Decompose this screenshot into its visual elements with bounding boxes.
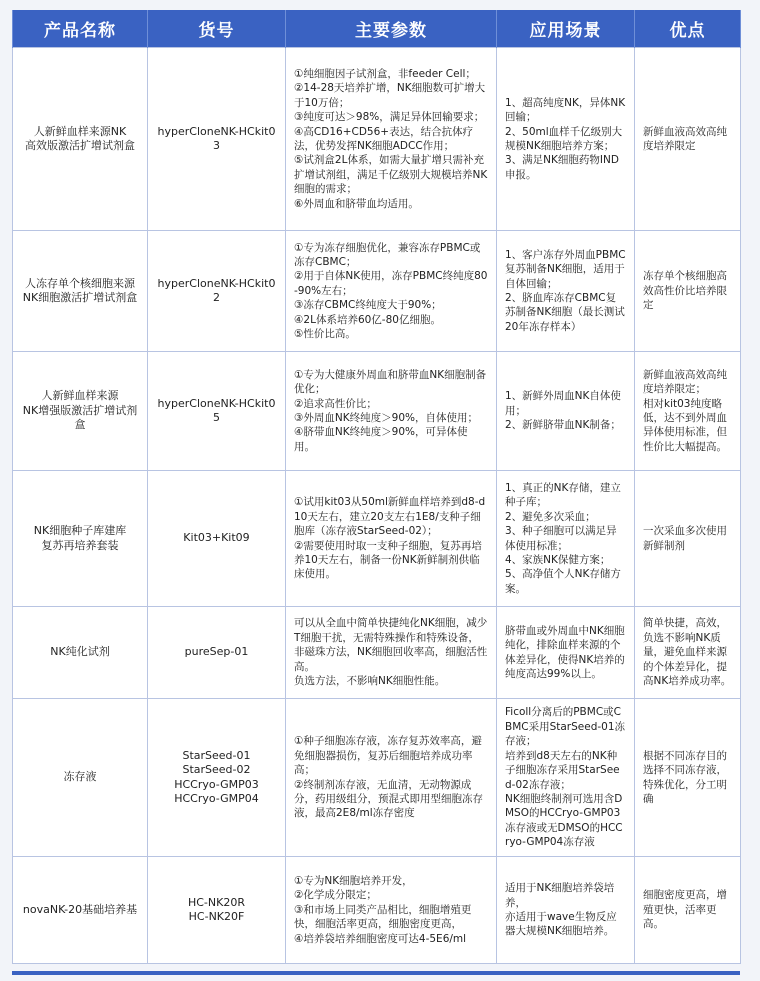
- product-code-cell: [148, 607, 286, 699]
- table-body: [13, 48, 741, 964]
- table-row: [13, 857, 741, 964]
- product-name-cell: [13, 231, 148, 352]
- cell-text-line: 适用于NK细胞培养袋培养，: [505, 882, 615, 909]
- cell-text-line: 相对kit03纯度略低，达不到外周血异体使用标准，但性价比大幅提高。: [643, 397, 727, 453]
- cell-text-line: ④2L体系培养60亿-80亿细胞。: [294, 313, 441, 326]
- cell-text-line: 2、避免多次采血；: [505, 510, 596, 523]
- cell-text-line: 1、新鲜外周血NK自体使用；: [505, 390, 621, 417]
- table-row: [13, 48, 741, 231]
- cell-text-line: 一次采血多次使用新鲜制剂: [643, 525, 727, 552]
- cell-text-line: ②终制剂冻存液，无血清，无动物源成分，药用级组分，预混式即用型细胞冻存液，最高2E8/ml冻存密度: [294, 778, 483, 820]
- advantages-cell: [635, 857, 741, 964]
- cell-text-line: 1、客户冻存外周血PBMC复苏制备NK细胞，适用于自体回输；: [505, 248, 626, 290]
- product-name-cell: [13, 48, 148, 231]
- product-name-cell: [13, 699, 148, 857]
- cell-text-line: pureSep-01: [184, 645, 249, 659]
- cell-text-line: ②追求高性价比；: [294, 397, 377, 410]
- table-row: [13, 607, 741, 699]
- cell-text-line: 5、高净值个人NK存储方案。: [505, 568, 621, 595]
- bottom-accent-bar: [12, 971, 740, 975]
- cell-text-line: 1、真正的NK存储，建立种子库；: [505, 481, 621, 509]
- cell-text-line: hyperCloneNK-HCkit03: [157, 124, 276, 152]
- product-table-wrapper: [12, 10, 740, 964]
- product-name-cell: [13, 471, 148, 607]
- cell-text-line: ④脐带血NK终纯度＞90%，可异体使用。: [294, 426, 468, 453]
- cell-text-line: ⑤试剂盒2L体系，如需大量扩增只需补充扩增试剂组，满足千亿级别大规模培养NK细胞的需求；: [294, 154, 488, 196]
- product-code-cell: [148, 48, 286, 231]
- product-table: [12, 10, 741, 964]
- cell-text-line: ④高CD16+CD56+表达，结合抗体疗法，优势发挥NK细胞ADCC作用；: [294, 125, 474, 152]
- cell-text-line: ③纯度可达＞98%，满足异体回输要求；: [294, 111, 485, 124]
- product-code-cell: [148, 471, 286, 607]
- cell-text-line: ③外周血NK终纯度＞90%，自体使用；: [294, 412, 478, 424]
- cell-text-line: 可以从全血中简单快捷纯化NK细胞，减少T细胞干扰，无需特殊操作和特殊设备，非磁珠方法，NK细胞回收率高，细胞活性高。: [294, 617, 488, 673]
- main-params-cell: [286, 607, 497, 699]
- cell-text-line: NK细胞终制剂可选用含DMSO的HCCryo-GMP03冻存液或无DMSO的HCCryo-GMP04冻存液: [505, 792, 623, 849]
- cell-text-line: 冻存液: [63, 770, 97, 784]
- cell-text-line: ②14-28天培养扩增，NK细胞数可扩增大于10万倍；: [294, 82, 486, 109]
- table-row: [13, 699, 741, 857]
- product-name-cell: [13, 607, 148, 699]
- cell-text-line: HCCryo-GMP04: [174, 791, 259, 805]
- table-row: [13, 471, 741, 607]
- application-cell: [497, 231, 635, 352]
- cell-text-line: 负选方法，不影响NK细胞性能。: [294, 675, 446, 688]
- cell-text-line: ②用于自体NK使用，冻存PBMC终纯度80-90%左右；: [294, 270, 488, 297]
- product-name-cell: [13, 857, 148, 964]
- application-cell: [497, 857, 635, 964]
- table-row: [13, 352, 741, 471]
- cell-text-line: hyperCloneNK-HCkit02: [157, 276, 276, 304]
- cell-text-line: 2、50ml血样千亿级别大规模NK细胞培养方案；: [505, 125, 623, 152]
- cell-text-line: NK细胞激活扩增试剂盒: [22, 291, 138, 304]
- cell-text-line: 简单快捷，高效，负选不影响NK质量，避免血样来源的个体差异化，提高NK培养成功率。: [643, 617, 732, 688]
- application-cell: [497, 352, 635, 471]
- cell-text-line: HCCryo-GMP03: [174, 777, 259, 791]
- cell-text-line: ①专为大健康外周血和脐带血NK细胞制备优化；: [294, 368, 487, 396]
- cell-text-line: ⑥外周血和脐带血均适用。: [294, 197, 419, 210]
- application-cell: [497, 48, 635, 231]
- cell-text-line: NK纯化试剂: [50, 645, 110, 659]
- advantages-cell: [635, 471, 741, 607]
- cell-text-line: ①专为NK细胞培养开发，: [294, 874, 413, 887]
- cell-text-line: 亦适用于wave生物反应器大规模NK细胞培养。: [505, 911, 617, 938]
- cell-text-line: ①纯细胞因子试剂盒，非feeder Cell；: [294, 67, 476, 80]
- header-advantages: 优点: [635, 10, 741, 48]
- cell-text-line: 1、超高纯度NK，异体NK回输；: [505, 96, 626, 124]
- cell-text-line: ③和市场上同类产品相比，细胞增殖更快，细胞活率更高，细胞密度更高，: [294, 903, 472, 931]
- application-cell: [497, 699, 635, 857]
- cell-text-line: HC-NK20F: [188, 910, 245, 923]
- cell-text-line: HC-NK20R: [187, 895, 245, 909]
- cell-text-line: Kit03+Kit09: [183, 531, 250, 545]
- cell-text-line: ②化学成分限定；: [294, 889, 377, 902]
- cell-text-line: 2、新鲜脐带血NK制备；: [505, 419, 621, 432]
- advantages-cell: [635, 352, 741, 471]
- cell-text-line: 人新鲜血样来源NK: [33, 124, 127, 138]
- cell-text-line: ②需要使用时取一支种子细胞，复苏再培养10天左右，制备一份NK新鲜制剂供临床使用。: [294, 539, 482, 581]
- header-application: 应用场景: [497, 10, 635, 48]
- cell-text-line: 3、种子细胞可以满足异体使用标准；: [505, 525, 617, 552]
- main-params-cell: [286, 471, 497, 607]
- cell-text-line: 3、满足NK细胞药物IND申报。: [505, 154, 619, 181]
- cell-text-line: ①专为冻存细胞优化，兼容冻存PBMC或冻存CBMC；: [294, 241, 481, 268]
- cell-text-line: ①种子细胞冻存液，冻存复苏效率高，避免细胞器损伤，复苏后细胞培养成功率高；: [294, 735, 482, 777]
- cell-text-line: 复苏再培养套装: [41, 538, 119, 552]
- product-code-cell: [148, 857, 286, 964]
- cell-text-line: StarSeed-02: [182, 763, 251, 777]
- cell-text-line: 冻存单个核细胞高效高性价比培养限定: [643, 270, 727, 312]
- cell-text-line: 新鲜血液高效高纯度培养限定: [643, 125, 727, 152]
- cell-text-line: 培养到d8天左右的NK种子细胞冻存采用StarSeed-02冻存液；: [505, 749, 620, 791]
- cell-text-line: 新鲜血液高效高纯度培养限定；: [643, 368, 727, 396]
- cell-text-line: 人新鲜血样来源: [41, 389, 119, 403]
- cell-text-line: StarSeed-01: [182, 748, 251, 762]
- advantages-cell: [635, 231, 741, 352]
- table-header-row: [13, 10, 741, 48]
- product-name-cell: [13, 352, 148, 471]
- header-product-code: 货号: [148, 10, 286, 48]
- product-code-cell: [148, 231, 286, 352]
- cell-text-line: NK细胞种子库建库: [33, 524, 127, 538]
- table-row: [13, 231, 741, 352]
- main-params-cell: [286, 352, 497, 471]
- cell-text-line: 高效版激活扩增试剂盒: [25, 139, 135, 152]
- product-code-cell: [148, 699, 286, 857]
- cell-text-line: ⑤性价比高。: [294, 328, 356, 341]
- main-params-cell: [286, 231, 497, 352]
- main-params-cell: [286, 699, 497, 857]
- application-cell: [497, 607, 635, 699]
- cell-text-line: Ficoll分离后的PBMC或CBMC采用StarSeed-01冻存液；: [505, 706, 626, 748]
- header-product-name: 产品名称: [13, 10, 148, 48]
- cell-text-line: 细胞密度更高，增殖更快，活率更高。: [643, 889, 727, 931]
- cell-text-line: 人冻存单个核细胞来源: [25, 276, 135, 290]
- main-params-cell: [286, 857, 497, 964]
- cell-text-line: ④培养袋培养细胞密度可达4-5E6/ml: [294, 932, 467, 945]
- header-main-params: 主要参数: [286, 10, 497, 48]
- cell-text-line: 根据不同冻存目的选择不同冻存液，特殊优化，分工明确: [643, 749, 727, 805]
- product-code-cell: [148, 352, 286, 471]
- cell-text-line: 2、脐血库冻存CBMC复苏制备NK细胞（最长测试20年冻存样本）: [505, 292, 625, 333]
- cell-text-line: novaNK-20基础培养基: [22, 902, 138, 916]
- application-cell: [497, 471, 635, 607]
- advantages-cell: [635, 607, 741, 699]
- advantages-cell: [635, 699, 741, 857]
- main-params-cell: [286, 48, 497, 231]
- cell-text-line: hyperCloneNK-HCkit05: [157, 396, 276, 424]
- cell-text-line: ①试用kit03从50ml新鲜血样培养到d8-d10天左右，建立20支左右1E8/支种子细胞库（冻存液StarSeed-02）；: [294, 496, 486, 538]
- cell-text-line: 脐带血或外周血中NK细胞纯化，排除血样来源的个体差异化，使得NK培养的纯度高达99%以上。: [505, 624, 625, 680]
- cell-text-line: 4、家族NK保健方案；: [505, 553, 611, 566]
- advantages-cell: [635, 48, 741, 231]
- cell-text-line: ③冻存CBMC终纯度大于90%；: [294, 299, 442, 312]
- cell-text-line: NK增强版激活扩增试剂盒: [22, 403, 138, 432]
